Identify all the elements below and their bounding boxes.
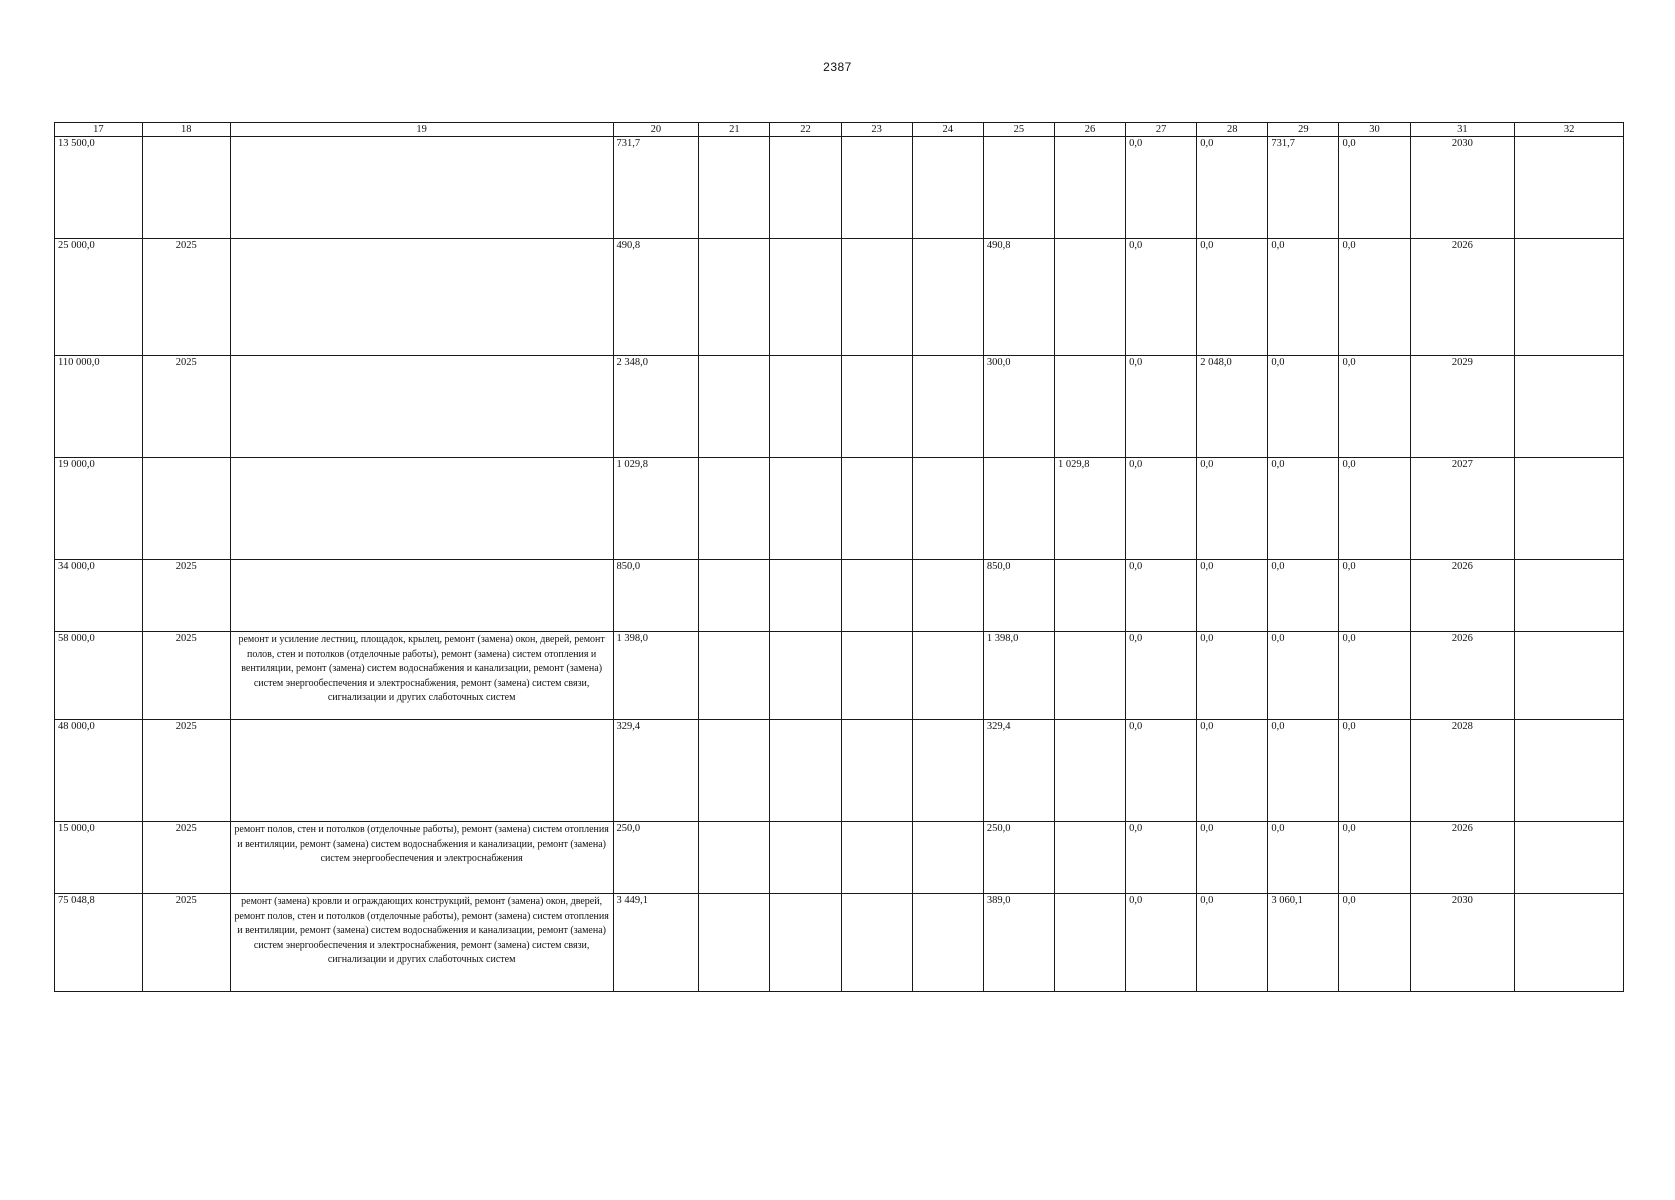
cell-26: [1054, 137, 1125, 239]
cell-18: 2025: [142, 822, 230, 894]
column-header: 32: [1515, 123, 1624, 137]
cell-17: 13 500,0: [55, 137, 143, 239]
cell-18: [142, 137, 230, 239]
cell-17: 15 000,0: [55, 822, 143, 894]
cell-26: [1054, 822, 1125, 894]
table-row: [55, 239, 1624, 356]
column-header: 27: [1126, 123, 1197, 137]
cell-20: 1 398,0: [613, 632, 699, 720]
cell-24: [912, 458, 983, 560]
cell-32: [1515, 894, 1624, 992]
work-description: ремонт полов, стен и потолков (отделочные работы), ремонт (замена) систем отопления и вентиляции, ремонт (замена) систем водоснабжения и канализации, ремонт (замена) систем энергообеспечения и электроснабжения: [234, 824, 609, 864]
cell-18: 2025: [142, 239, 230, 356]
cell-21: [699, 822, 770, 894]
cell-23: [841, 239, 912, 356]
cell-21: [699, 239, 770, 356]
cell-19: [230, 894, 613, 992]
cell-28: 0,0: [1197, 632, 1268, 720]
cell-23: [841, 458, 912, 560]
cell-20: 731,7: [613, 137, 699, 239]
cell-23: [841, 822, 912, 894]
table-row: [55, 560, 1624, 632]
cell-23: [841, 560, 912, 632]
cell-25: 329,4: [983, 720, 1054, 822]
cell-21: [699, 560, 770, 632]
column-header: 20: [613, 123, 699, 137]
cell-26: [1054, 720, 1125, 822]
cell-27: 0,0: [1126, 894, 1197, 992]
cell-29: 0,0: [1268, 356, 1339, 458]
cell-29: 3 060,1: [1268, 894, 1339, 992]
cell-18: [142, 458, 230, 560]
cell-29: 0,0: [1268, 720, 1339, 822]
cell-23: [841, 137, 912, 239]
cell-27: 0,0: [1126, 720, 1197, 822]
cell-30: 0,0: [1339, 822, 1410, 894]
cell-31: 2027: [1410, 458, 1515, 560]
work-description: ремонт и усиление лестниц, площадок, крылец, ремонт (замена) окон, дверей, ремонт полов, стен и потолков (отделочные работы), ремонт (замена) систем отопления и вентиляции, ремонт (замена) систем водоснабжения и канализации, ремонт (замена) систем энергообеспечения и электроснабжения, ремонт (замена) систем связи, сигнализации и других слаботочных систем: [238, 634, 605, 703]
cell-29: 0,0: [1268, 632, 1339, 720]
cell-31: 2026: [1410, 632, 1515, 720]
cell-21: [699, 632, 770, 720]
cell-26: [1054, 560, 1125, 632]
cell-20: 3 449,1: [613, 894, 699, 992]
cell-32: [1515, 632, 1624, 720]
cell-32: [1515, 239, 1624, 356]
cell-27: 0,0: [1126, 458, 1197, 560]
cell-19: [230, 822, 613, 894]
cell-21: [699, 137, 770, 239]
cell-26: 1 029,8: [1054, 458, 1125, 560]
cell-17: 34 000,0: [55, 560, 143, 632]
cell-22: [770, 894, 841, 992]
cell-25: 300,0: [983, 356, 1054, 458]
cell-24: [912, 632, 983, 720]
cell-19: [230, 560, 613, 632]
page-number: 2387: [823, 60, 852, 74]
cell-32: [1515, 458, 1624, 560]
cell-19: [230, 632, 613, 720]
column-header: 30: [1339, 123, 1410, 137]
cell-28: 0,0: [1197, 560, 1268, 632]
cell-18: 2025: [142, 356, 230, 458]
column-header: 29: [1268, 123, 1339, 137]
cell-24: [912, 720, 983, 822]
cell-27: 0,0: [1126, 560, 1197, 632]
cell-17: 75 048,8: [55, 894, 143, 992]
cell-27: 0,0: [1126, 356, 1197, 458]
cell-28: 2 048,0: [1197, 356, 1268, 458]
cell-31: 2029: [1410, 356, 1515, 458]
work-description: ремонт (замена) кровли и ограждающих конструкций, ремонт (замена) окон, дверей, ремонт полов, стен и потолков (отделочные работы), ремонт (замена) систем отопления и вентиляции, ремонт (замена) систем водоснабжения и канализации, ремонт (замена) систем энергообеспечения и электроснабжения, ремонт (замена) систем связи, сигнализации и других слаботочных систем: [234, 896, 609, 965]
cell-17: 110 000,0: [55, 356, 143, 458]
cell-22: [770, 632, 841, 720]
cell-26: [1054, 356, 1125, 458]
cell-31: 2030: [1410, 894, 1515, 992]
cell-19: [230, 458, 613, 560]
cell-28: 0,0: [1197, 239, 1268, 356]
cell-28: 0,0: [1197, 894, 1268, 992]
cell-28: 0,0: [1197, 822, 1268, 894]
cell-27: 0,0: [1126, 822, 1197, 894]
cell-18: 2025: [142, 560, 230, 632]
table-row: [55, 822, 1624, 894]
cell-20: 2 348,0: [613, 356, 699, 458]
cell-22: [770, 356, 841, 458]
column-header: 19: [230, 123, 613, 137]
table-row: [55, 137, 1624, 239]
cell-25: 1 398,0: [983, 632, 1054, 720]
table-row: [55, 632, 1624, 720]
cell-29: 0,0: [1268, 560, 1339, 632]
cell-30: 0,0: [1339, 458, 1410, 560]
column-header: 21: [699, 123, 770, 137]
cell-24: [912, 560, 983, 632]
cell-26: [1054, 632, 1125, 720]
cell-30: 0,0: [1339, 560, 1410, 632]
cell-19: [230, 137, 613, 239]
column-header: 17: [55, 123, 143, 137]
cell-22: [770, 560, 841, 632]
header-row: [55, 123, 1624, 137]
cell-28: 0,0: [1197, 137, 1268, 239]
cell-30: 0,0: [1339, 239, 1410, 356]
cell-26: [1054, 239, 1125, 356]
cell-28: 0,0: [1197, 458, 1268, 560]
cell-19: [230, 239, 613, 356]
cell-31: 2026: [1410, 560, 1515, 632]
cell-30: 0,0: [1339, 632, 1410, 720]
cell-21: [699, 894, 770, 992]
cell-23: [841, 356, 912, 458]
cell-18: 2025: [142, 894, 230, 992]
cell-25: 850,0: [983, 560, 1054, 632]
cell-24: [912, 822, 983, 894]
cell-24: [912, 239, 983, 356]
cell-26: [1054, 894, 1125, 992]
data-table: [54, 122, 1624, 992]
cell-19: [230, 720, 613, 822]
cell-20: 250,0: [613, 822, 699, 894]
column-header: 26: [1054, 123, 1125, 137]
cell-30: 0,0: [1339, 356, 1410, 458]
cell-21: [699, 458, 770, 560]
cell-30: 0,0: [1339, 720, 1410, 822]
cell-20: 850,0: [613, 560, 699, 632]
column-header: 18: [142, 123, 230, 137]
cell-24: [912, 137, 983, 239]
cell-23: [841, 632, 912, 720]
cell-31: 2026: [1410, 822, 1515, 894]
cell-29: 731,7: [1268, 137, 1339, 239]
cell-29: 0,0: [1268, 458, 1339, 560]
cell-24: [912, 356, 983, 458]
cell-27: 0,0: [1126, 239, 1197, 356]
cell-20: 1 029,8: [613, 458, 699, 560]
cell-25: 250,0: [983, 822, 1054, 894]
cell-22: [770, 822, 841, 894]
cell-31: 2026: [1410, 239, 1515, 356]
cell-28: 0,0: [1197, 720, 1268, 822]
cell-20: 329,4: [613, 720, 699, 822]
column-header: 24: [912, 123, 983, 137]
cell-22: [770, 720, 841, 822]
column-header: 22: [770, 123, 841, 137]
cell-30: 0,0: [1339, 137, 1410, 239]
cell-18: 2025: [142, 720, 230, 822]
cell-17: 19 000,0: [55, 458, 143, 560]
cell-32: [1515, 137, 1624, 239]
column-header: 23: [841, 123, 912, 137]
cell-31: 2030: [1410, 137, 1515, 239]
cell-22: [770, 137, 841, 239]
cell-25: [983, 458, 1054, 560]
cell-23: [841, 720, 912, 822]
cell-25: 490,8: [983, 239, 1054, 356]
cell-32: [1515, 822, 1624, 894]
table-row: [55, 458, 1624, 560]
cell-31: 2028: [1410, 720, 1515, 822]
cell-20: 490,8: [613, 239, 699, 356]
cell-21: [699, 720, 770, 822]
cell-24: [912, 894, 983, 992]
cell-18: 2025: [142, 632, 230, 720]
cell-17: 25 000,0: [55, 239, 143, 356]
column-header: 28: [1197, 123, 1268, 137]
cell-27: 0,0: [1126, 137, 1197, 239]
cell-32: [1515, 356, 1624, 458]
table-row: [55, 720, 1624, 822]
cell-23: [841, 894, 912, 992]
cell-25: [983, 137, 1054, 239]
cell-22: [770, 458, 841, 560]
cell-32: [1515, 560, 1624, 632]
cell-29: 0,0: [1268, 239, 1339, 356]
cell-32: [1515, 720, 1624, 822]
cell-22: [770, 239, 841, 356]
table-row: [55, 894, 1624, 992]
column-header: 31: [1410, 123, 1515, 137]
cell-29: 0,0: [1268, 822, 1339, 894]
column-header: 25: [983, 123, 1054, 137]
cell-21: [699, 356, 770, 458]
cell-17: 58 000,0: [55, 632, 143, 720]
cell-25: 389,0: [983, 894, 1054, 992]
cell-30: 0,0: [1339, 894, 1410, 992]
table-row: [55, 356, 1624, 458]
cell-17: 48 000,0: [55, 720, 143, 822]
cell-19: [230, 356, 613, 458]
cell-27: 0,0: [1126, 632, 1197, 720]
